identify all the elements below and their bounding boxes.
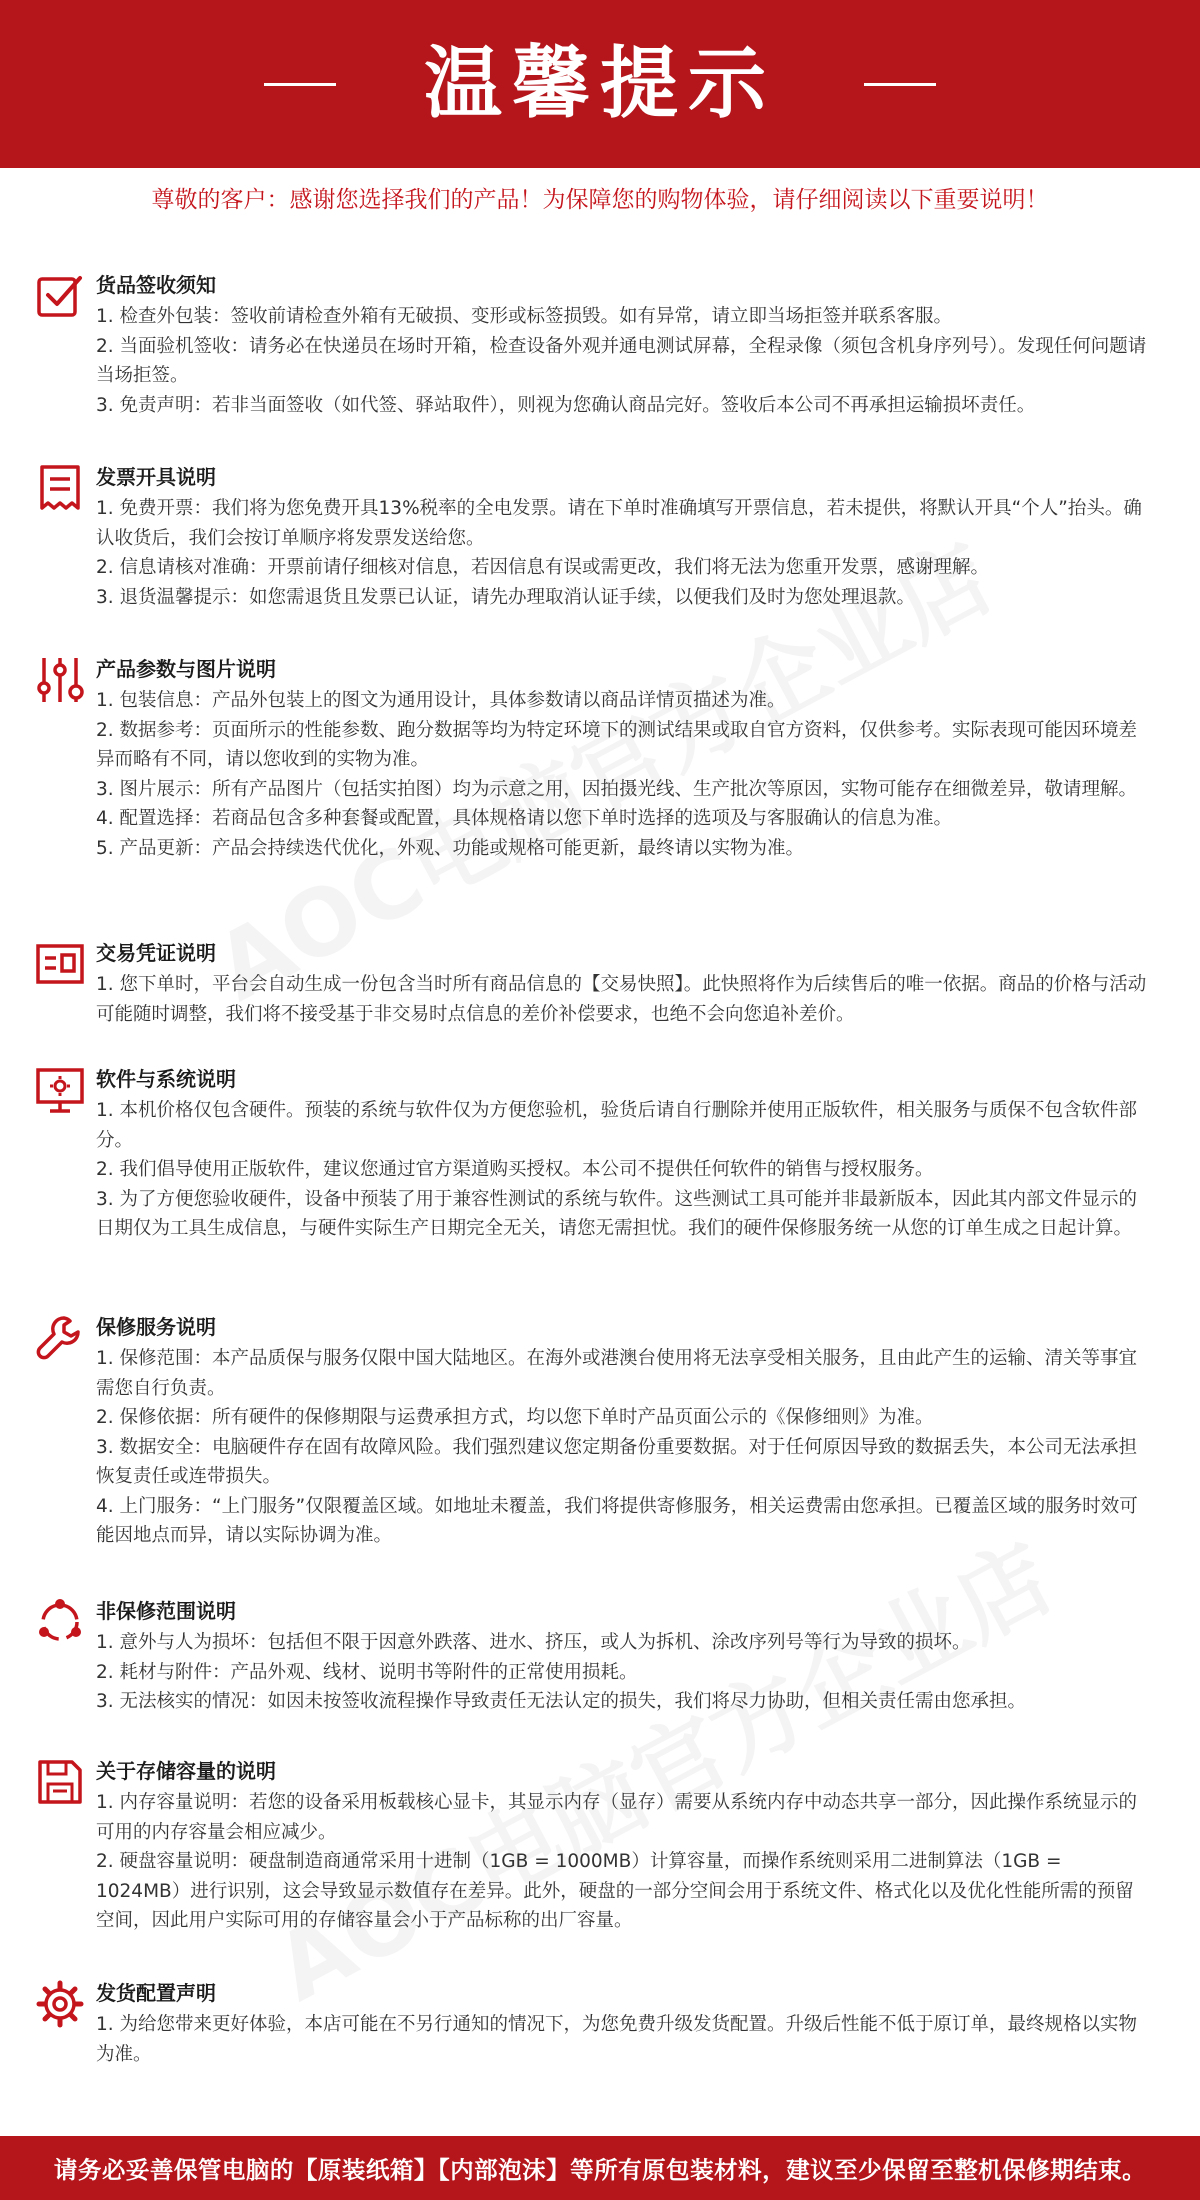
wrench-icon <box>34 1312 86 1364</box>
list-item: 1. 内存容量说明：若您的设备采用板载核心显卡，其显示内存（显存）需要从系统内存中动态共享一部分，因此操作系统显示的可用的内存容量会相应减少。 <box>96 1792 1138 1843</box>
section-title: 发货配置声明 <box>96 1981 216 2005</box>
list-item: 3. 免责声明：若非当面签收（如代签、驿站取件），则视为您确认商品完好。签收后本公司不再承担运输损坏责任。 <box>96 394 1036 416</box>
list-item: 1. 保修范围：本产品质保与服务仅限中国大陆地区。在海外或港澳台使用将无法享受相关服务，且由此产生的运输、清关等事宜需您自行负责。 <box>96 1348 1138 1399</box>
list-item: 2. 耗材与附件：产品外观、线材、说明书等附件的正常使用损耗。 <box>96 1661 638 1683</box>
section-title: 产品参数与图片说明 <box>96 657 276 681</box>
list-item: 1. 免费开票：我们将为您免费开具13%税率的全电发票。请在下单时准确填写开票信息，若未提供，将默认开具“个人”抬头。确认收货后，我们会按订单顺序将发票发送给您。 <box>96 498 1142 549</box>
invoice-icon <box>34 462 86 514</box>
list-item: 2. 信息请核对准确：开票前请仔细核对信息，若因信息有误或需更改，我们将无法为您重开发票，感谢理解。 <box>96 557 990 578</box>
section-body <box>96 686 1148 863</box>
section-title: 交易凭证说明 <box>96 941 216 965</box>
intro-text: 尊敬的客户：感谢您选择我们的产品！为保障您的购物体验，请仔细阅读以下重要说明！ <box>151 187 1049 213</box>
section-body <box>96 1628 1148 1717</box>
section-title: 非保修范围说明 <box>96 1599 236 1623</box>
checkbox-icon <box>34 270 86 322</box>
section-body <box>96 302 1148 420</box>
page-title: 温馨提示 <box>423 39 776 129</box>
list-item: 4. 上门服务：“上门服务”仅限覆盖区域。如地址未覆盖，我们将提供寄修服务，相关运费需由您承担。已覆盖区域的服务时效可能因地点而异，请以实际协调为准。 <box>96 1495 1138 1546</box>
list-item: 2. 我们倡导使用正版软件，建议您通过官方渠道购买授权。本公司不提供任何软件的销售与授权服务。 <box>96 1159 934 1180</box>
list-item: 1. 意外与人为损坏：包括但不限于因意外跌落、进水、挤压，或人为拆机、涂改序列号等行为导致的损坏。 <box>96 1632 971 1653</box>
list-item: 1. 为给您带来更好体验，本店可能在不另行通知的情况下，为您免费升级发货配置。升级后性能不低于原订单，最终规格以实物为准。 <box>96 2014 1138 2065</box>
section-title: 货品签收须知 <box>96 273 216 297</box>
list-item: 3. 无法核实的情况：如因未按签收流程操作导致责任无法认定的损失，我们将尽力协助，但相关责任需由您承担。 <box>96 1691 1027 1712</box>
monitor-gear-icon <box>34 1064 86 1116</box>
list-item: 3. 退货温馨提示：如您需退货且发票已认证，请先办理取消认证手续，以便我们及时为您处理退款。 <box>96 586 916 608</box>
list-item: 5. 产品更新：产品会持续迭代优化，外观、功能或规格可能更新，最终请以实物为准。 <box>96 837 805 859</box>
watermark <box>249 1506 1071 2027</box>
cycle-icon <box>34 1596 86 1648</box>
gear-icon <box>34 1978 86 2030</box>
section-body <box>96 1096 1148 1244</box>
list-item: 1. 检查外包装：签收前请检查外箱有无破损、变形或标签损毁。如有异常，请立即当场拒签并联系客服。 <box>96 306 953 327</box>
title-left-dash <box>264 83 336 86</box>
section-body <box>96 2010 1148 2069</box>
sliders-icon <box>34 654 86 706</box>
section-title: 关于存储容量的说明 <box>96 1759 276 1783</box>
title-right-dash <box>864 83 936 86</box>
section-body <box>96 1788 1148 1936</box>
list-item: 3. 数据安全：电脑硬件存在固有故障风险。我们强烈建议您定期备份重要数据。对于任何原因导致的数据丢失，本公司无法承担恢复责任或连带损失。 <box>96 1436 1138 1487</box>
header-banner <box>0 0 1200 168</box>
list-item: 2. 硬盘容量说明：硬盘制造商通常采用十进制（1GB = 1000MB）计算容量，而操作系统则采用二进制算法（1GB = 1024MB）进行识别，这会导致显示数值存在差异。此外，硬盘的一部分空间会用于系统文件、格式化以及优化性能所需的预留空间，因此用户实际可用的存储容量会小于产品标称的出厂容量。 <box>96 1851 1134 1931</box>
list-item: 1. 包装信息：产品外包装上的图文为通用设计，具体参数请以商品详情页描述为准。 <box>96 690 786 711</box>
list-item: 3. 为了方便您验收硬件，设备中预装了用于兼容性测试的系统与软件。这些测试工具可能并非最新版本，因此其内部文件显示的日期仅为工具生成信息，与硬件实际生产日期完全无关，请您无需担忧。我们的硬件保修服务统一从您的订单生成之日起计算。 <box>96 1188 1138 1239</box>
list-item: 2. 数据参考：页面所示的性能参数、跑分数据等均为特定环境下的测试结果或取自官方资料，仅供参考。实际表现可能因环境差异而略有不同，请以您收到的实物为准。 <box>96 719 1138 770</box>
section-body <box>96 1344 1148 1551</box>
list-item: 2. 保修依据：所有硬件的保修期限与运费承担方式，均以您下单时产品页面公示的《保修细则》为准。 <box>96 1407 934 1428</box>
section-title: 软件与系统说明 <box>96 1067 236 1091</box>
list-item: 4. 配置选择：若商品包含多种套餐或配置，具体规格请以您下单时选择的选项及与客服确认的信息为准。 <box>96 808 953 829</box>
footer-banner: 请务必妥善保管电脑的【原装纸箱】【内部泡沫】等所有原包装材料，建议至少保留至整机保修期结束。 <box>0 2136 1200 2200</box>
section-title: 发票开具说明 <box>96 465 216 489</box>
list-item: 3. 图片展示：所有产品图片（包括实拍图）均为示意之用，因拍摄光线、生产批次等原因，实物可能存在细微差异，敬请理解。 <box>96 778 1138 800</box>
list-item: 1. 本机价格仅包含硬件。预装的系统与软件仅为方便您验机，验货后请自行删除并使用正版软件，相关服务与质保不包含软件部分。 <box>96 1100 1138 1151</box>
section-body <box>96 970 1148 1029</box>
receipt-icon <box>34 938 86 990</box>
floppy-disk-icon <box>34 1756 86 1808</box>
list-item: 1. 您下单时，平台会自动生成一份包含当时所有商品信息的【交易快照】。此快照将作为后续售后的唯一依据。商品的价格与活动可能随时调整，我们将不接受基于非交易时点信息的差价补偿要求，也绝不会向您追补差价。 <box>96 974 1147 1025</box>
section-title: 保修服务说明 <box>96 1315 216 1339</box>
section-body <box>96 494 1148 612</box>
list-item: 2. 当面验机签收：请务必在快递员在场时开箱，检查设备外观并通电测试屏幕，全程录像（须包含机身序列号）。发现任何问题请当场拒签。 <box>96 335 1147 386</box>
